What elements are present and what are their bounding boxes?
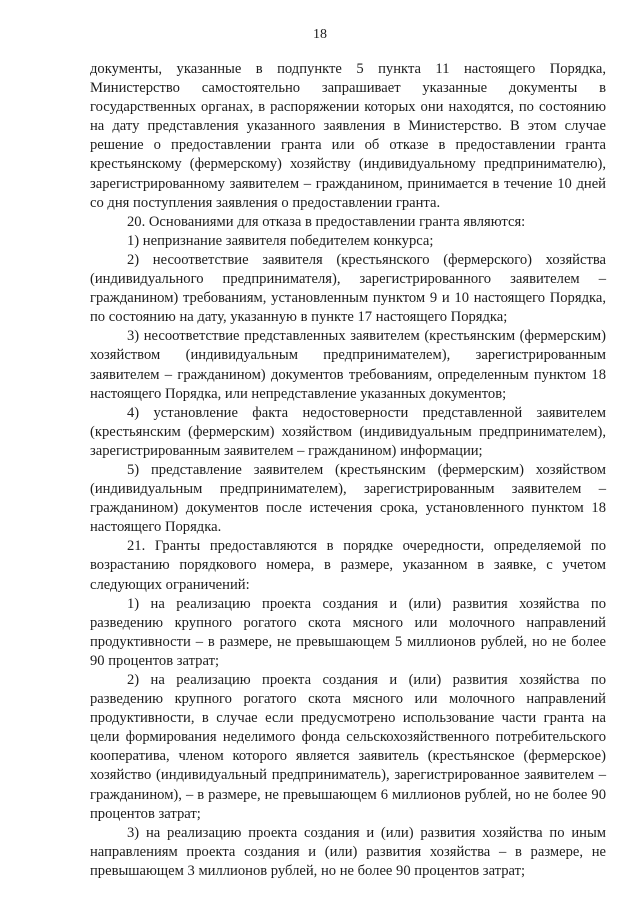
paragraph-20-item-5: 5) представление заявителем (крестьянским (фермерским) хозяйством (индивидуальным предпринимателем), зарегистрированным заявителем – гражданином) документов после истечения срока, установленного пунктом 18 настоящего Порядка. [90, 461, 606, 536]
paragraph-section-21: 21. Гранты предоставляются в порядке очередности, определяемой по возрастанию порядкового номера, в размере, указанном в заявке, с учетом следующих ограничений: [90, 538, 606, 593]
paragraph-section-20: 20. Основаниями для отказа в предоставлении гранта являются: [127, 213, 526, 230]
document-body [90, 60, 606, 881]
page-number: 18 [313, 27, 327, 42]
paragraph-20-item-1: 1) непризнание заявителя победителем конкурса; [127, 232, 434, 249]
paragraph-continuation: документы, указанные в подпункте 5 пункта 11 настоящего Порядка, Министерство самостоятельно запрашивает указанные документы в государственных органах, в распоряжении которых они находятся, по состоянию на дату представления указанного заявления в Министерство. В этом случае решение о предоставлении гранта или об отказе в предоставлении гранта крестьянскому (фермерскому) хозяйству (индивидуальному предпринимателю), зарегистрированному заявителем – гражданином, принимается в течение 10 дней со дня поступления заявления о предоставлении гранта. [90, 61, 606, 211]
paragraph-20-item-2: 2) несоответствие заявителя (крестьянского (фермерского) хозяйства (индивидуального предпринимателя), зарегистрированного заявителем – гражданином) требованиям, установленным пунктом 9 и 10 настоящего Порядка, по состоянию на дату, указанную в пункте 17 настоящего Порядка; [90, 251, 606, 326]
paragraph-20-item-4: 4) установление факта недостоверности представленной заявителем (крестьянским (фермерским) хозяйством (индивидуальным предпринимателем), зарегистрированным заявителем – гражданином) информации; [90, 404, 606, 459]
paragraph-20-item-3: 3) несоответствие представленных заявителем (крестьянским (фермерским) хозяйством (индивидуальным предпринимателем), зарегистрированным заявителем – гражданином) документов требованиям, определенным пунктом 18 настоящего Порядка, или непредставление указанных документов; [90, 328, 606, 402]
paragraph-21-item-2: 2) на реализацию проекта создания и (или) развития хозяйства по разведению крупного рогатого скота мясного или молочного направлений продуктивности, в случае если предусмотрено использование части гранта на цели формирования неделимого фонда сельскохозяйственного потребительского кооператива, членом которого является заявитель (крестьянское (фермерское) хозяйство (индивидуальный предприниматель), зарегистрированное заявителем – гражданином), – в размере, не превышающем 6 миллионов рублей, но не более 90 процентов затрат; [90, 672, 606, 822]
paragraph-21-item-3: 3) на реализацию проекта создания и (или) развития хозяйства по иным направлениям проекта создания и (или) развития хозяйства – в размере, не превышающем 3 миллионов рублей, но не более 90 процентов затрат; [90, 824, 606, 879]
paragraph-21-item-1: 1) на реализацию проекта создания и (или) развития хозяйства по разведению крупного рогатого скота мясного или молочного направлений продуктивности – в размере, не превышающем 5 миллионов рублей, но не более 90 процентов затрат; [90, 595, 606, 669]
